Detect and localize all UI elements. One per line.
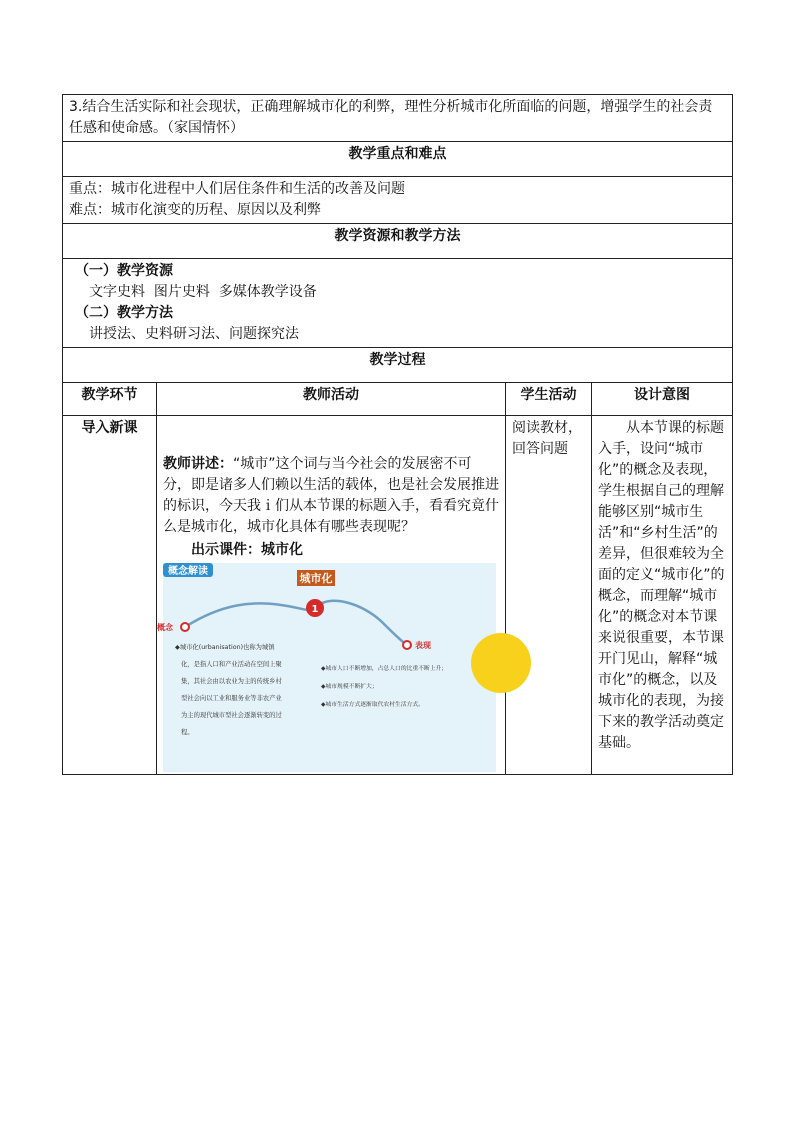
slide-left-label: 概念: [157, 623, 173, 632]
column-stage: 教学环节: [63, 383, 157, 416]
slide-definition-line: 集，其社会由以农业为主的传统乡村: [181, 678, 282, 685]
focus-point: 重点：城市化进程中人们居住条件和生活的改善及问题: [69, 181, 405, 197]
slide-right-label: 表现: [415, 641, 431, 650]
key-points-content: [63, 177, 733, 224]
column-intent: 设计意图: [592, 383, 733, 416]
methods-heading: （二）教学方法: [75, 305, 173, 321]
key-points-header: 教学重点和难点: [63, 142, 733, 177]
table-row: [63, 416, 733, 775]
objective-3: 3.结合生活实际和社会现状，正确理解城市化的利弊，理性分析城市化所面临的问题，增强学生的社会责任感和使命感。（家国情怀）: [63, 95, 733, 142]
teacher-activity-cell: [157, 416, 506, 775]
teacher-narration: [163, 454, 499, 538]
show-slide-label: 出示课件：城市化: [191, 542, 303, 558]
slide-graphic: [157, 563, 496, 772]
difficulty-point: 难点：城市化演变的历程、原因以及利弊: [69, 202, 321, 218]
student-activity-cell: 阅读教材，回答问题: [506, 416, 592, 775]
slide-tag: 概念解读: [168, 566, 208, 577]
slide-right-dot: [403, 641, 411, 649]
design-intent-cell: 从本节课的标题入手，设问“城市化”的概念及表现，学生根据自己的理解能够区别“城市生活”和“乡村生活”的差异，但很难较为全面的定义“城市化”的概念，而理解“城市化”的概念对本节课来说很重要，本节课开门见山，解释“城市化”的概念，以及城市化的表现，为接下来的教学活动奠定基础。: [592, 416, 733, 775]
slide-left-dot: [181, 623, 189, 631]
slide-title: 城市化: [299, 572, 333, 585]
resources-items: 文字史料 图片史料 多媒体教学设备: [89, 284, 317, 300]
slide-image: [157, 563, 496, 772]
slide-node-number: 1: [311, 604, 319, 615]
process-header: 教学过程: [63, 348, 733, 383]
lesson-plan-table: [62, 94, 733, 775]
resources-methods-content: [63, 259, 733, 348]
slide-definition-line: ◆城市化(urbanisation)也称为城镇: [175, 644, 275, 651]
resources-heading: （一）教学资源: [75, 263, 173, 279]
teacher-lead: 教师讲述：: [163, 456, 233, 472]
teacher-text: “城市”这个词与当今社会的发展密不可分，即是诸多人们赖以生活的载体，也是社会发展推进的标识，今天我ｉ们从本节课的标题入手，看看究竟什么是城市化，城市化具体有哪些表现呢？: [163, 456, 499, 535]
slide-manifestation: ◆城市规模不断扩大；: [321, 684, 378, 690]
slide-definition-line: 为主的现代城市型社会逐渐转变的过: [181, 712, 282, 719]
slide-manifestation: ◆城市人口不断增加，占总人口的比重不断上升；: [321, 666, 448, 672]
stage-cell: 导入新课: [63, 416, 157, 775]
methods-items: 讲授法、史料研习法、问题探究法: [89, 326, 299, 342]
slide-definition-line: 化，是指人口和产业活动在空间上聚: [181, 661, 282, 668]
resources-methods-header: 教学资源和教学方法: [63, 224, 733, 259]
column-teacher: 教师活动: [157, 383, 506, 416]
column-student: 学生活动: [506, 383, 592, 416]
slide-definition-line: 程。: [181, 729, 194, 736]
slide-definition-line: 型社会向以工业和服务业等非农产业: [181, 695, 282, 702]
slide-manifestation: ◆城市生活方式逐渐取代农村生活方式。: [321, 702, 425, 708]
slide-decoration-circle: [471, 633, 531, 693]
